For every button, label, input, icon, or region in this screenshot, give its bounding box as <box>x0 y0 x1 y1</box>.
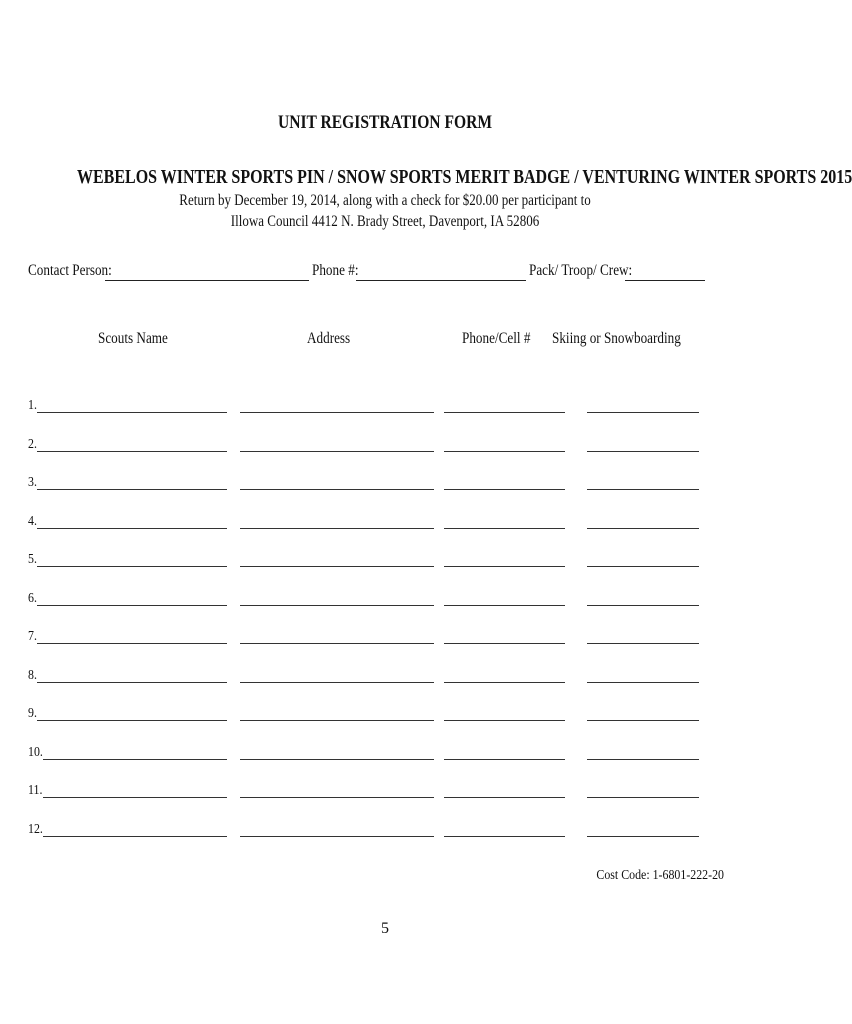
table-row <box>0 668 770 688</box>
column-header-address: Address <box>307 330 351 347</box>
scouts-name-field[interactable] <box>43 759 227 760</box>
row-number: 8. <box>28 667 37 683</box>
return-instructions-line-2: Illowa Council 4412 N. Brady Street, Davenport, IA 52806 <box>230 213 540 230</box>
phone-cell-field[interactable] <box>444 605 565 606</box>
table-row <box>0 398 770 418</box>
table-row <box>0 552 770 572</box>
column-header-scouts-name: Scouts Name <box>98 330 168 347</box>
phone-cell-field[interactable] <box>444 412 565 413</box>
unit-label: Pack/ Troop/ Crew: <box>529 262 633 279</box>
row-number: 4. <box>28 513 37 529</box>
phone-cell-field[interactable] <box>444 643 565 644</box>
column-header-phone-cell: Phone/Cell # <box>462 330 531 347</box>
skiing-snowboarding-field[interactable] <box>587 566 699 567</box>
skiing-snowboarding-field[interactable] <box>587 412 699 413</box>
table-row <box>0 437 770 457</box>
address-field[interactable] <box>240 605 434 606</box>
table-row <box>0 822 770 842</box>
phone-cell-field[interactable] <box>444 566 565 567</box>
scouts-name-field[interactable] <box>43 836 227 837</box>
phone-cell-field[interactable] <box>444 797 565 798</box>
row-number: 1. <box>28 398 37 413</box>
scouts-name-field[interactable] <box>43 797 227 798</box>
address-field[interactable] <box>240 720 434 721</box>
scouts-name-field[interactable] <box>37 605 227 606</box>
scouts-name-field[interactable] <box>37 528 227 529</box>
cost-code: Cost Code: 1-6801-222-20 <box>596 868 724 883</box>
skiing-snowboarding-field[interactable] <box>587 759 699 760</box>
contact-person-label: Contact Person: <box>28 262 112 279</box>
row-number: 11. <box>28 783 43 798</box>
skiing-snowboarding-field[interactable] <box>587 451 699 452</box>
form-subtitle: WEBELOS WINTER SPORTS PIN / SNOW SPORTS MERIT BADGE / VENTURING WINTER SPORTS 2015 <box>77 166 852 188</box>
row-number: 3. <box>28 475 37 490</box>
phone-cell-field[interactable] <box>444 682 565 683</box>
row-number: 7. <box>28 629 37 644</box>
skiing-snowboarding-field[interactable] <box>587 720 699 721</box>
row-number: 5. <box>28 552 37 567</box>
address-field[interactable] <box>240 528 434 529</box>
address-field[interactable] <box>240 759 434 760</box>
skiing-snowboarding-field[interactable] <box>587 836 699 837</box>
scouts-name-field[interactable] <box>37 451 227 452</box>
address-field[interactable] <box>240 682 434 683</box>
address-field[interactable] <box>240 836 434 837</box>
table-row <box>0 745 770 765</box>
row-number: 10. <box>28 744 43 760</box>
skiing-snowboarding-field[interactable] <box>587 682 699 683</box>
scouts-name-field[interactable] <box>37 720 227 721</box>
table-row <box>0 514 770 534</box>
address-field[interactable] <box>240 489 434 490</box>
address-field[interactable] <box>240 566 434 567</box>
table-row <box>0 591 770 611</box>
skiing-snowboarding-field[interactable] <box>587 797 699 798</box>
row-number: 12. <box>28 821 43 837</box>
phone-cell-field[interactable] <box>444 759 565 760</box>
scouts-name-field[interactable] <box>37 566 227 567</box>
address-field[interactable] <box>240 643 434 644</box>
skiing-snowboarding-field[interactable] <box>587 605 699 606</box>
phone-label: Phone #: <box>312 262 359 279</box>
table-row <box>0 706 770 726</box>
phone-cell-field[interactable] <box>444 451 565 452</box>
table-row <box>0 475 770 495</box>
column-header-skiing-snowboarding: Skiing or Snowboarding <box>552 330 681 347</box>
scouts-name-field[interactable] <box>37 489 227 490</box>
address-field[interactable] <box>240 797 434 798</box>
form-title: UNIT REGISTRATION FORM <box>277 112 493 133</box>
scouts-name-field[interactable] <box>37 412 227 413</box>
scouts-name-field[interactable] <box>37 682 227 683</box>
skiing-snowboarding-field[interactable] <box>587 489 699 490</box>
page-number: 5 <box>381 920 389 937</box>
phone-cell-field[interactable] <box>444 528 565 529</box>
phone-cell-field[interactable] <box>444 836 565 837</box>
row-number: 9. <box>28 706 37 721</box>
address-field[interactable] <box>240 412 434 413</box>
table-row <box>0 783 770 803</box>
row-number: 6. <box>28 590 37 606</box>
phone-cell-field[interactable] <box>444 720 565 721</box>
scouts-name-field[interactable] <box>37 643 227 644</box>
return-instructions-line-1: Return by December 19, 2014, along with a check for $20.00 per participant to <box>179 192 591 209</box>
row-number: 2. <box>28 436 37 452</box>
address-field[interactable] <box>240 451 434 452</box>
skiing-snowboarding-field[interactable] <box>587 643 699 644</box>
table-row <box>0 629 770 649</box>
phone-cell-field[interactable] <box>444 489 565 490</box>
skiing-snowboarding-field[interactable] <box>587 528 699 529</box>
